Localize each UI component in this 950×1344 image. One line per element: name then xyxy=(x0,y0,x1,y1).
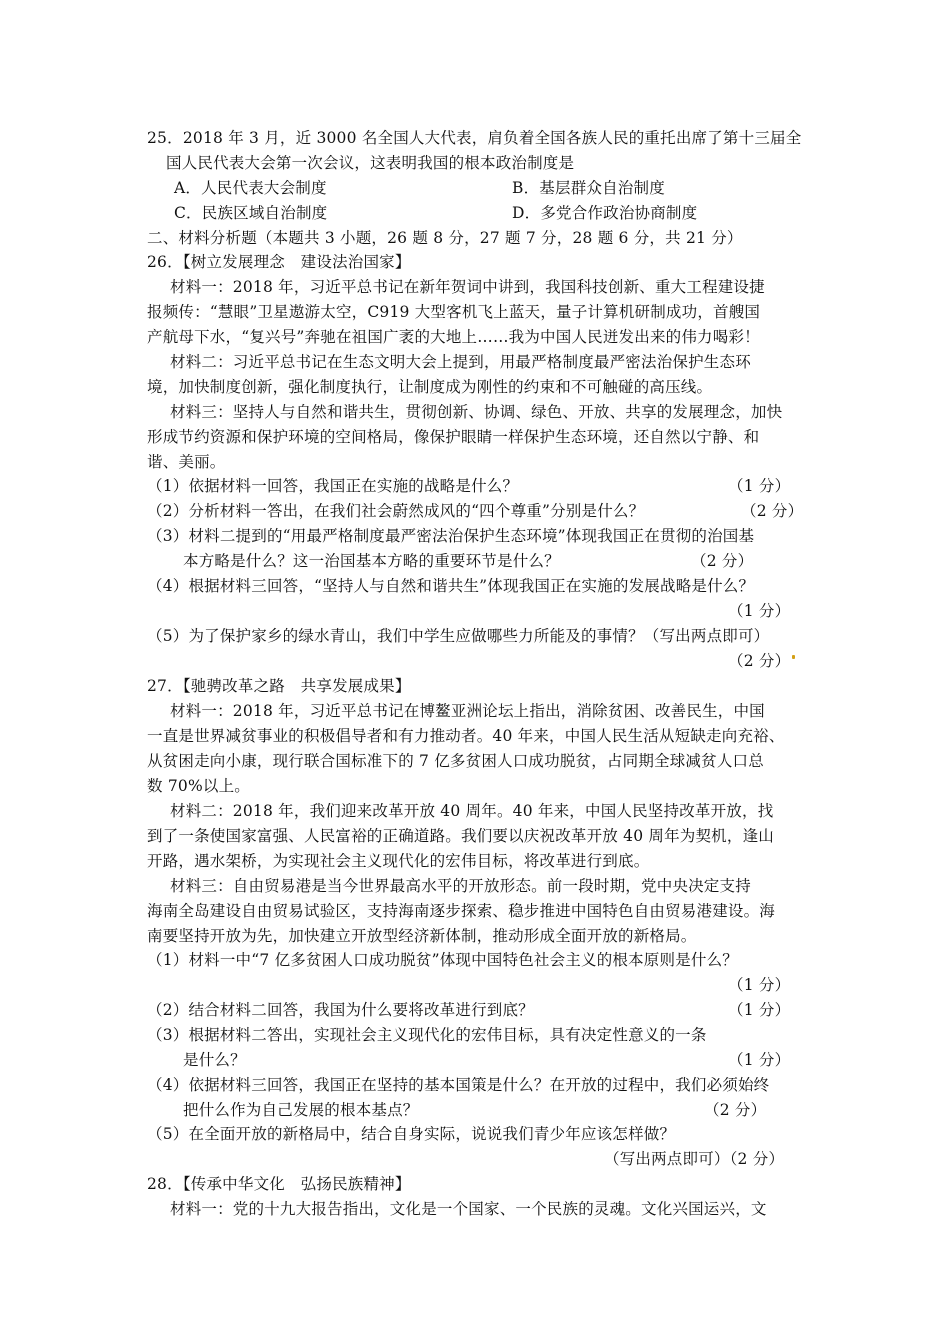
q27-sub4-score: （2 分） xyxy=(704,1101,767,1119)
q28-material1-line1: 材料一：党的十九大报告指出，文化是一个国家、一个民族的灵魂。文化兴国运兴，文 xyxy=(170,1200,767,1218)
q26-material3-line2: 形成节约资源和保护环境的空间格局，像保护眼睛一样保护生态环境，还自然以宁静、和 xyxy=(147,428,760,446)
q27-sub3-line2: 是什么？ xyxy=(183,1051,246,1069)
q28-title: 28．【传承中华文化 弘扬民族精神】 xyxy=(147,1175,411,1193)
q26-material2-line2: 境，加快制度创新，强化制度执行，让制度成为刚性的约束和不可触碰的高压线。 xyxy=(147,378,713,396)
q26-material2-line1: 材料二：习近平总书记在生态文明大会上提到，用最严格制度最严密法治保护生态环 xyxy=(170,353,751,371)
q26-material1-line1: 材料一：2018 年，习近平总书记在新年贺词中讲到，我国科技创新、重大工程建设捷 xyxy=(170,278,765,296)
q27-material2-line2: 到了一条使国家富强、人民富裕的正确道路。我们要以庆祝改革开放 40 周年为契机，逢山 xyxy=(147,827,774,845)
q27-sub1-score: （1 分） xyxy=(728,976,791,994)
q27-material1-line2: 一直是世界减贫事业的积极倡导者和有力推动者。40 年来，中国人民生活从短缺走向充裕、 xyxy=(147,727,785,745)
q26-sub2-score: （2 分） xyxy=(741,502,804,520)
section2-heading: 二、材料分析题（本题共 3 小题，26 题 8 分，27 题 7 分，28 题 6 分，共 21 分） xyxy=(147,229,743,247)
q25-line1: 25．2018 年 3 月，近 3000 名全国人大代表，肩负着全国各族人民的重托出席了第十三届全 xyxy=(147,129,802,147)
q27-material1-line3: 从贫困走向小康，现行联合国标准下的 7 亿多贫困人口成功脱贫，占同期全球减贫人口总 xyxy=(147,752,764,770)
stray-mark xyxy=(792,655,795,659)
q27-sub4-line2: 把什么作为自己发展的根本基点？ xyxy=(183,1101,419,1119)
q26-sub4-line1: （4）根据材料三回答，“坚持人与自然和谐共生”体现我国正在实施的发展战略是什么？ xyxy=(147,577,755,595)
q26-sub1-score: （1 分） xyxy=(728,477,791,495)
q27-sub5-score: （写出两点即可）（2 分） xyxy=(604,1150,785,1168)
q26-sub4-score: （1 分） xyxy=(728,602,791,620)
q26-material3-line1: 材料三：坚持人与自然和谐共生，贯彻创新、协调、绿色、开放、共享的发展理念，加快 xyxy=(170,403,783,421)
q25-option-d: D．多党合作政治协商制度 xyxy=(512,204,698,222)
q27-sub2: （2）结合材料二回答，我国为什么要将改革进行到底？ xyxy=(147,1001,534,1019)
q27-sub3-score: （1 分） xyxy=(728,1051,791,1069)
q26-material3-line3: 谐、美丽。 xyxy=(147,453,226,471)
q26-material1-line3: 产航母下水，“复兴号”奔驰在祖国广袤的大地上……我为中国人民迸发出来的伟力喝彩！ xyxy=(147,328,760,346)
q27-sub2-score: （1 分） xyxy=(728,1001,791,1019)
q27-sub3-line1: （3）根据材料二答出，实现社会主义现代化的宏伟目标，具有决定性意义的一条 xyxy=(147,1026,707,1044)
q27-material2-line3: 开路，遇水架桥，为实现社会主义现代化的宏伟目标，将改革进行到底。 xyxy=(147,852,650,870)
q27-material2-line1: 材料二：2018 年，我们迎来改革开放 40 周年。40 年来，中国人民坚持改革开放，找 xyxy=(170,802,774,820)
q26-material1-line2: 报频传：“慧眼”卫星遨游太空，C919 大型客机飞上蓝天，量子计算机研制成功，首艘国 xyxy=(147,303,761,321)
q27-material3-line2: 海南全岛建设自由贸易试验区，支持海南逐步探索、稳步推进中国特色自由贸易港建设。海 xyxy=(147,902,776,920)
q26-sub5-line1: （5）为了保护家乡的绿水青山，我们中学生应做哪些力所能及的事情？（写出两点即可） xyxy=(147,627,770,645)
q27-material3-line1: 材料三：自由贸易港是当今世界最高水平的开放形态。前一段时期，党中央决定支持 xyxy=(170,877,751,895)
q26-sub3-line2: 本方略是什么？这一治国基本方略的重要环节是什么？ xyxy=(183,552,560,570)
q27-title: 27．【驰骋改革之路 共享发展成果】 xyxy=(147,677,411,695)
q26-sub1: （1）依据材料一回答，我国正在实施的战略是什么？ xyxy=(147,477,519,495)
q27-material3-line3: 南要坚持开放为先，加快建立开放型经济新体制，推动形成全面开放的新格局。 xyxy=(147,927,697,945)
q25-option-a: A．人民代表大会制度 xyxy=(174,179,327,197)
q27-material1-line1: 材料一：2018 年，习近平总书记在博鳌亚洲论坛上指出，消除贫困、改善民生，中国 xyxy=(170,702,765,720)
q26-sub5-score: （2 分） xyxy=(728,652,791,670)
q26-sub2: （2）分析材料一答出，在我们社会蔚然成风的“四个尊重”分别是什么？ xyxy=(147,502,645,520)
q26-sub3-line1: （3）材料二提到的“用最严格制度最严密法治保护生态环境”体现我国正在贯彻的治国基 xyxy=(147,527,755,545)
q27-sub4-line1: （4）依据材料三回答，我国正在坚持的基本国策是什么？在开放的过程中，我们必须始终 xyxy=(147,1076,770,1094)
q27-sub1: （1）材料一中“7 亿多贫困人口成功脱贫”体现中国特色社会主义的根本原则是什么？ xyxy=(147,951,739,969)
q26-sub3-score: （2 分） xyxy=(691,552,754,570)
q25-line2: 国人民代表大会第一次会议，这表明我国的根本政治制度是 xyxy=(166,154,575,172)
q25-option-c: C．民族区域自治制度 xyxy=(174,204,328,222)
q26-title: 26．【树立发展理念 建设法治国家】 xyxy=(147,253,411,271)
q27-sub5-line1: （5）在全面开放的新格局中，结合自身实际，说说我们青少年应该怎样做？ xyxy=(147,1125,676,1143)
q27-material1-line4: 数 70%以上。 xyxy=(147,777,250,795)
q25-option-b: B．基层群众自治制度 xyxy=(512,179,665,197)
